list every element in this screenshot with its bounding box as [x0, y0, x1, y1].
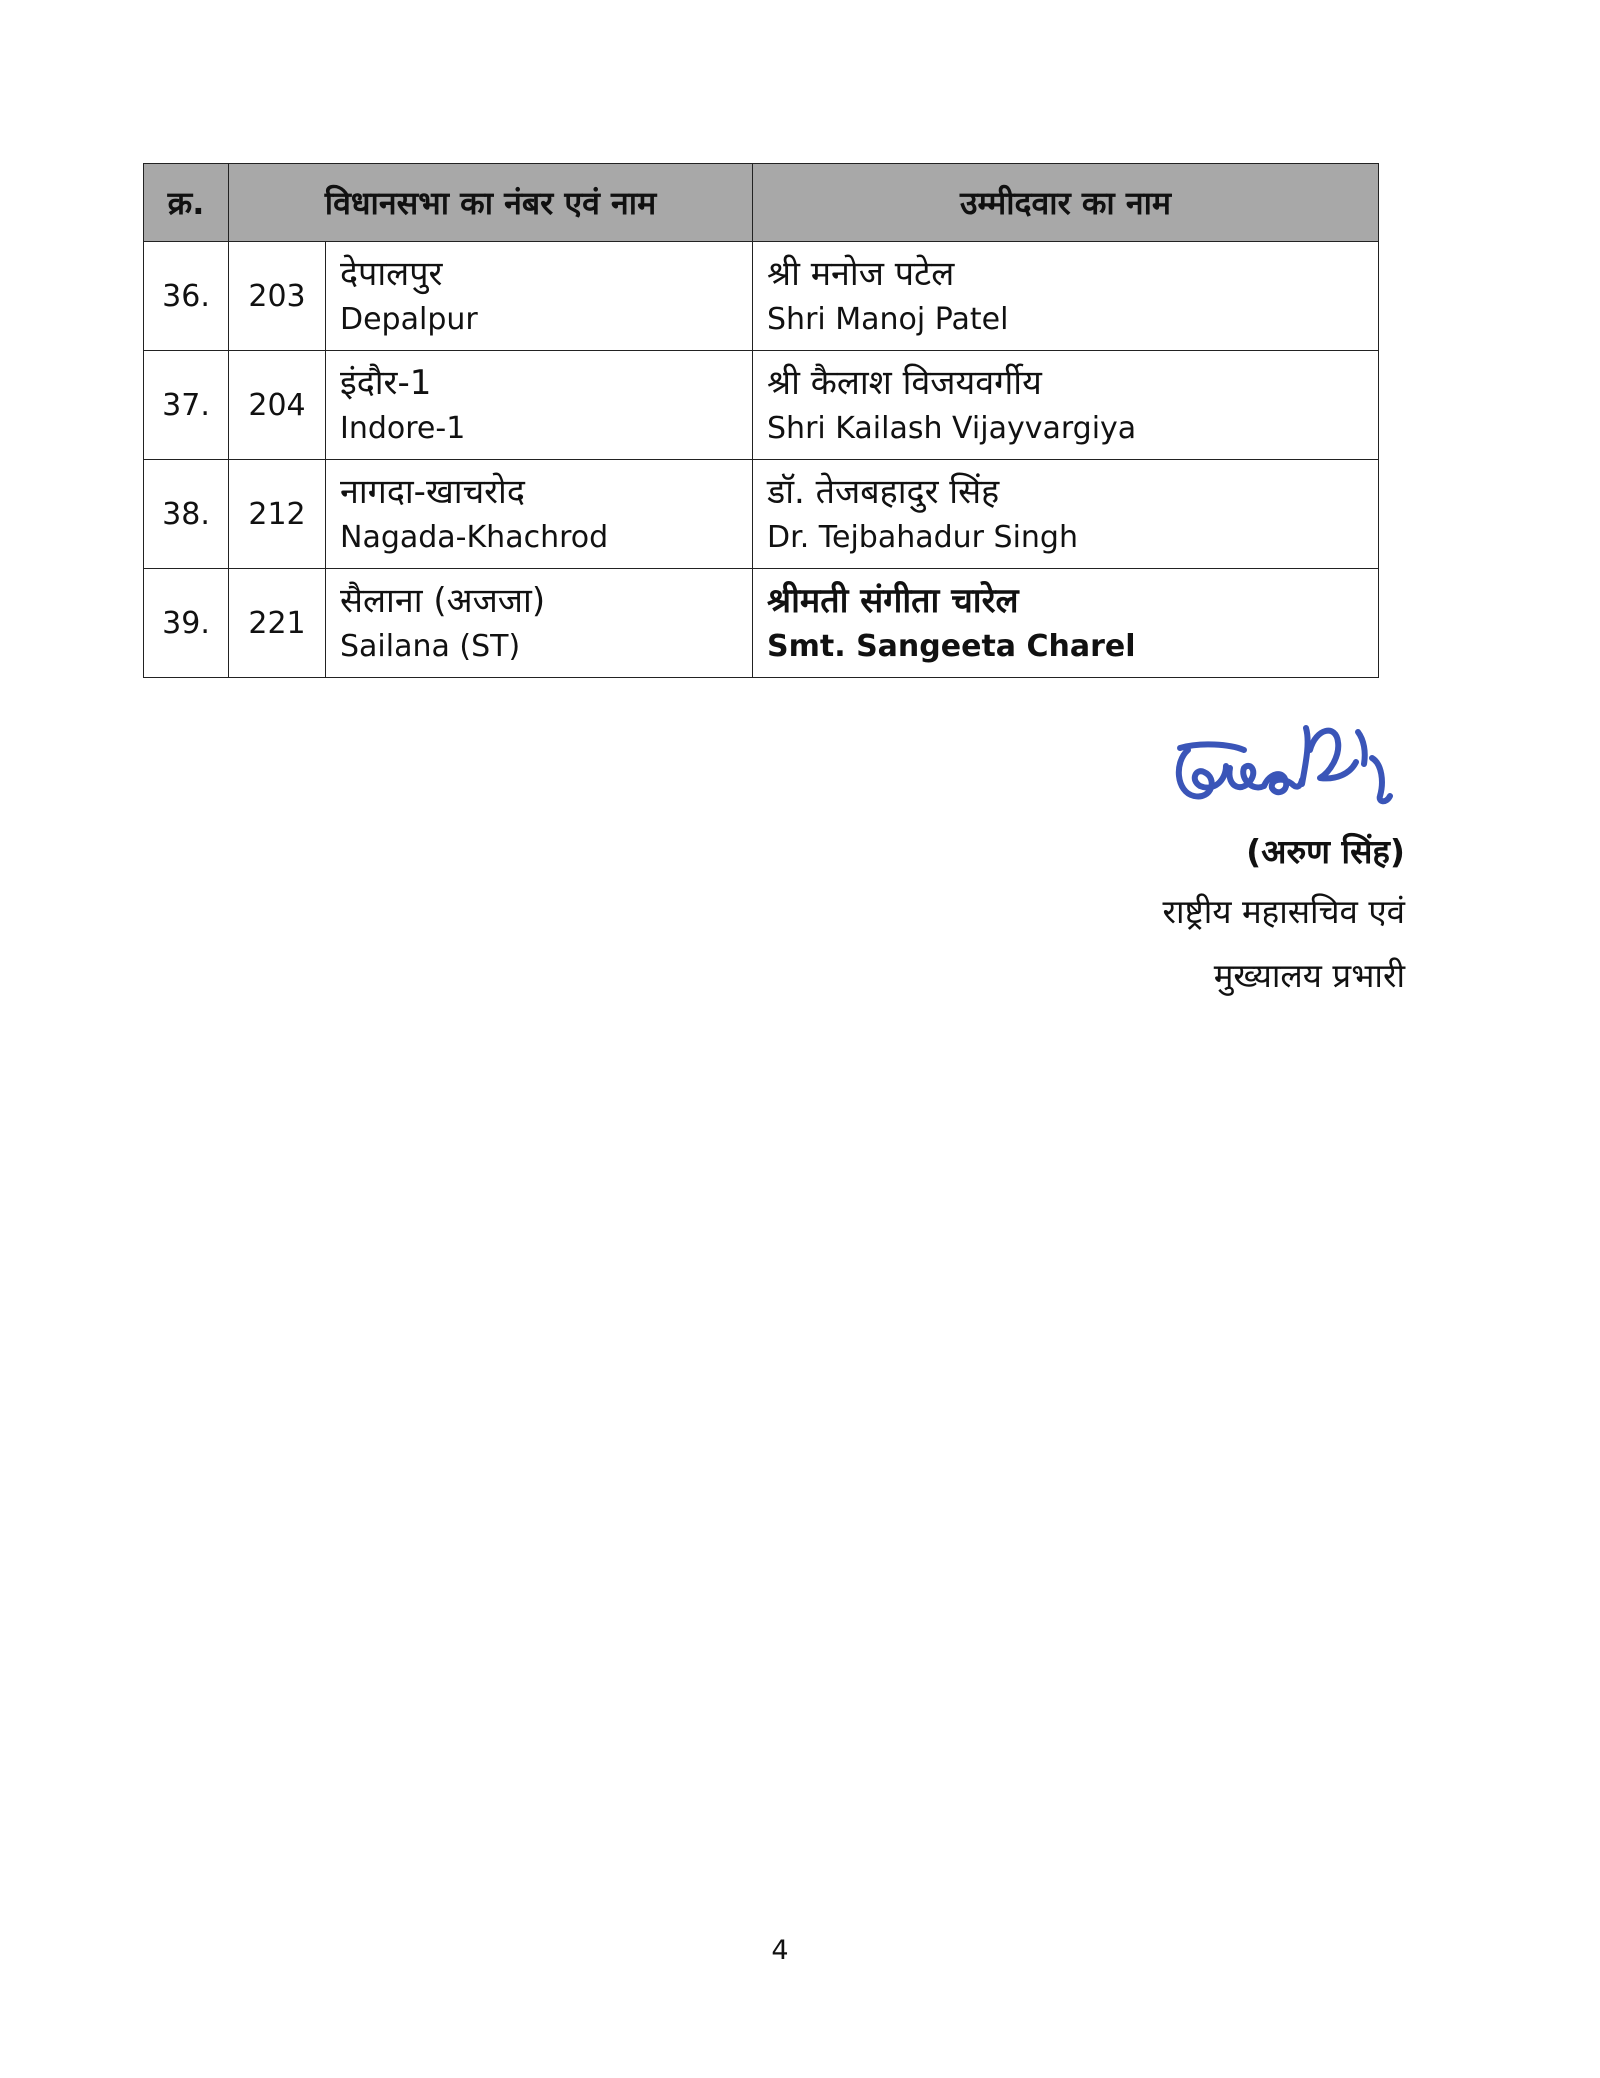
serial-cell: 36.	[144, 242, 229, 351]
candidate-cell	[753, 242, 1379, 351]
page-number: 4	[771, 1935, 789, 1966]
header-constituency: विधानसभा का नंबर एवं नाम	[229, 164, 753, 242]
candidate-name-english: Shri Kailash Vijayvargiya	[767, 411, 1137, 446]
serial-cell: 37.	[144, 351, 229, 460]
ac-number-cell: 221	[229, 569, 326, 678]
table-row	[144, 460, 1379, 569]
candidate-cell	[753, 460, 1379, 569]
signatory-name: (अरुण सिंह)	[1246, 832, 1405, 871]
candidate-name-hindi: डॉ. तेजबहादुर सिंह	[767, 472, 1000, 512]
ac-name-cell	[326, 242, 753, 351]
table-row	[144, 351, 1379, 460]
ac-name-english: Indore-1	[340, 411, 466, 446]
serial-cell: 38.	[144, 460, 229, 569]
candidate-table	[143, 163, 1379, 678]
serial-cell: 39.	[144, 569, 229, 678]
table-header-row	[144, 164, 1379, 242]
ac-name-hindi: सैलाना (अजजा)	[340, 581, 546, 621]
ac-name-english: Nagada-Khachrod	[340, 520, 609, 555]
candidate-cell	[753, 569, 1379, 678]
table-row	[144, 569, 1379, 678]
ac-name-english: Depalpur	[340, 302, 478, 337]
ac-name-cell	[326, 351, 753, 460]
candidate-name-hindi: श्री मनोज पटेल	[767, 254, 955, 294]
ac-number-cell: 204	[229, 351, 326, 460]
ac-number-cell: 203	[229, 242, 326, 351]
ac-name-hindi: नागदा-खाचरोद	[340, 472, 525, 512]
candidate-cell	[753, 351, 1379, 460]
ac-name-cell	[326, 460, 753, 569]
candidate-name-english: Dr. Tejbahadur Singh	[767, 520, 1078, 555]
ac-number-cell: 212	[229, 460, 326, 569]
candidate-name-english: Shri Manoj Patel	[767, 302, 1009, 337]
candidate-name-hindi: श्री कैलाश विजयवर्गीय	[767, 363, 1042, 403]
ac-name-cell	[326, 569, 753, 678]
header-serial: क्र.	[144, 164, 229, 242]
ac-name-hindi: इंदौर-1	[340, 363, 432, 403]
candidate-name-hindi: श्रीमती संगीता चारेल	[767, 581, 1019, 621]
handwritten-signature	[1160, 692, 1410, 837]
header-candidate: उम्मीदवार का नाम	[753, 164, 1379, 242]
ac-name-hindi: देपालपुर	[340, 254, 443, 294]
signatory-block	[1162, 824, 1405, 1008]
table-body	[144, 242, 1379, 678]
table-row	[144, 242, 1379, 351]
signatory-title-line2: मुख्यालय प्रभारी	[1213, 956, 1405, 995]
ac-name-english: Sailana (ST)	[340, 629, 521, 664]
candidate-name-english: Smt. Sangeeta Charel	[767, 629, 1136, 664]
signatory-title-line1: राष्ट्रीय महासचिव एवं	[1162, 892, 1405, 931]
